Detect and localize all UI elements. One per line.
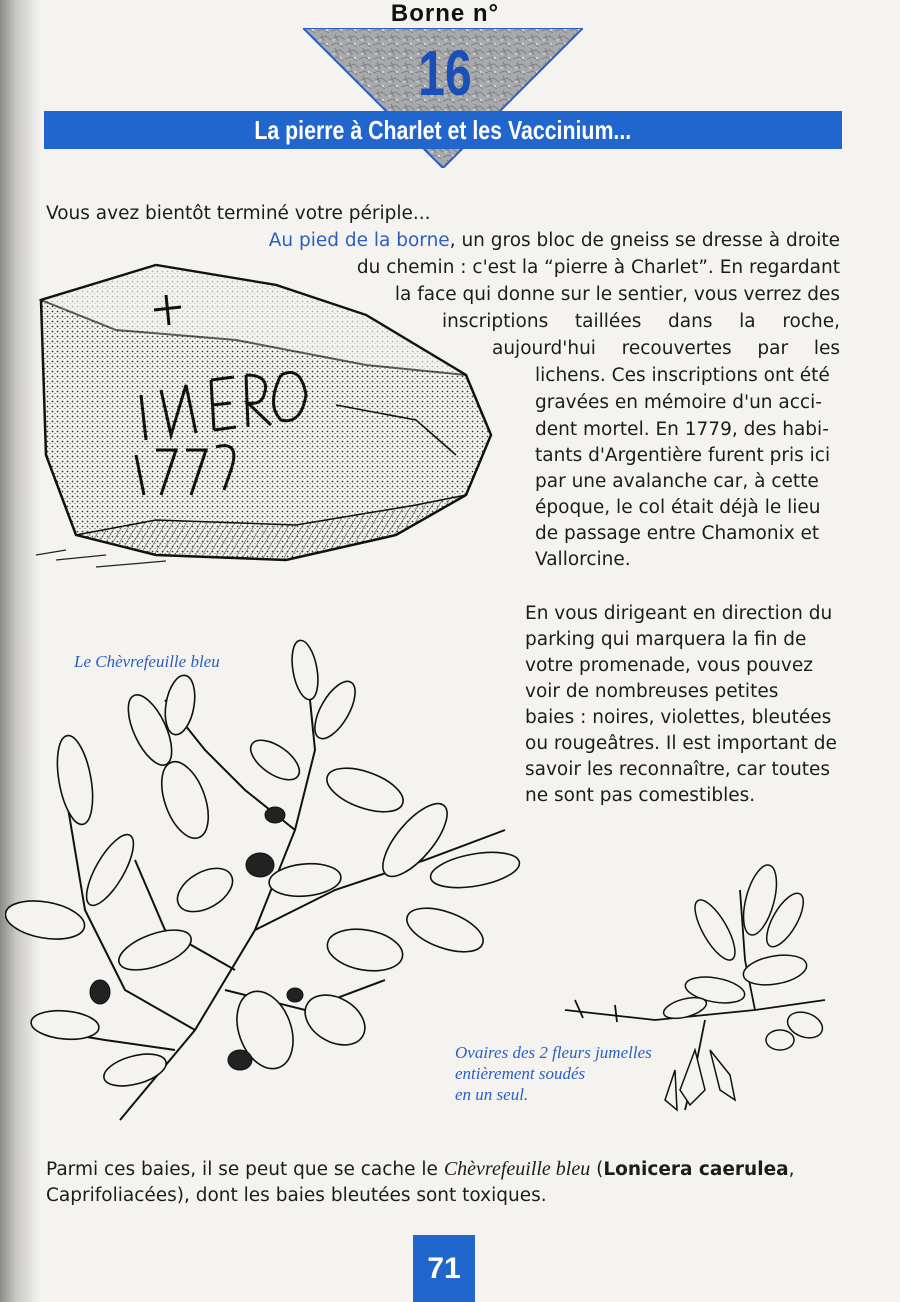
flower-caption-line-3: en un seul. bbox=[455, 1085, 529, 1104]
paragraph1-line-4: inscriptions taillées dans la roche, bbox=[442, 311, 840, 332]
paragraph2-line-2: parking qui marquera la fin de bbox=[525, 629, 807, 650]
paragraph1-line-7: gravées en mémoire d'un acci- bbox=[535, 392, 822, 413]
paragraph2-line-8: ne sont pas comestibles. bbox=[525, 785, 756, 806]
paragraph1-line-9: tants d'Argentière furent pris ici bbox=[535, 445, 831, 466]
page-number-box bbox=[413, 1235, 475, 1302]
flower-caption-line-2: entièrement soudés bbox=[455, 1064, 586, 1083]
rock-illustration bbox=[36, 255, 501, 575]
paragraph1-line-2: du chemin : c'est la “pierre à Charlet”. En regardant bbox=[356, 257, 840, 278]
paragraph2-line-7: savoir les reconnaître, car toutes bbox=[525, 759, 831, 780]
page-title: La pierre à Charlet et les Vaccinium... bbox=[254, 114, 632, 145]
paragraph2-line-6: ou rougeâtres. Il est important de bbox=[525, 733, 837, 754]
paragraph1-line-1: Au pied de la borne, un gros bloc de gneiss se dresse à droite bbox=[268, 230, 840, 251]
borne-number: 16 bbox=[418, 37, 472, 109]
plant-caption: Le Chèvrefeuille bleu bbox=[74, 652, 220, 671]
conclusion-line-2: Caprifoliacées), dont les baies bleutées sont toxiques. bbox=[46, 1185, 547, 1206]
paragraph1-line-5: aujourd'hui recouvertes par les bbox=[492, 338, 840, 359]
paragraph1-line-13: Vallorcine. bbox=[535, 549, 631, 570]
honeysuckle-illustration bbox=[5, 630, 530, 1130]
paragraph2-line-4: voir de nombreuses petites bbox=[525, 681, 779, 702]
paragraph1-line-3: la face qui donne sur le sentier, vous verrez des bbox=[394, 284, 840, 305]
title-band bbox=[44, 111, 842, 149]
plant-latin-name: Lonicera caerulea bbox=[603, 1159, 789, 1180]
paragraph1-line-8: dent mortel. En 1779, des habi- bbox=[535, 419, 829, 440]
conclusion-line-1: Parmi ces baies, il se peut que se cache le Chèvrefeuille bleu (Lonicera caerulea, bbox=[46, 1158, 795, 1180]
borne-link-text: Au pied de la borne bbox=[268, 230, 450, 251]
flower-caption-line-1: Ovaires des 2 fleurs jumelles bbox=[455, 1043, 652, 1062]
paragraph2-line-5: baies : noires, violettes, bleutées bbox=[525, 707, 832, 728]
intro-text: Vous avez bientôt terminé votre périple... bbox=[46, 203, 431, 224]
paragraph1-line-11: époque, le col était déjà le lieu bbox=[535, 497, 821, 518]
borne-label: Borne n° bbox=[390, 0, 500, 27]
paragraph2-line-1: En vous dirigeant en direction du bbox=[525, 603, 833, 624]
page-number: 71 bbox=[427, 1251, 461, 1285]
flower-illustration bbox=[555, 860, 835, 1130]
plant-common-name: Chèvrefeuille bleu bbox=[443, 1158, 591, 1180]
paragraph2-line-3: votre promenade, vous pouvez bbox=[525, 655, 813, 676]
paragraph1-line-12: de passage entre Chamonix et bbox=[535, 523, 820, 544]
paragraph1-line-6: lichens. Ces inscriptions ont été bbox=[535, 365, 830, 386]
paragraph1-line-10: par une avalanche car, à cette bbox=[535, 471, 819, 492]
